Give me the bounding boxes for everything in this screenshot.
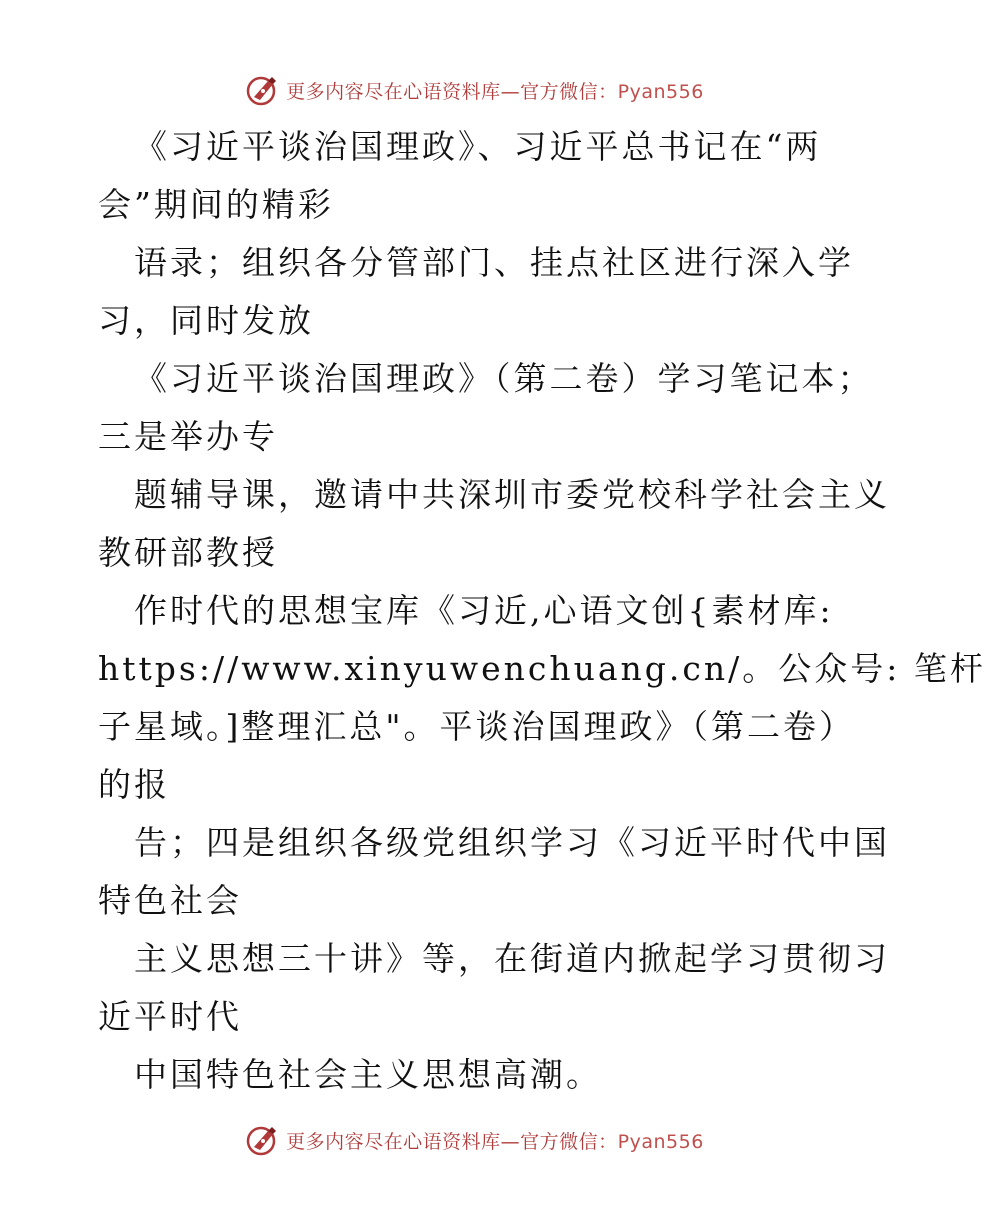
text-line: 题辅导课，邀请中共深圳市委党校科学社会主义 <box>134 475 890 514</box>
text-line: 作时代的思想宝库《习近,心语文创{素材库: <box>134 591 834 630</box>
header-banner <box>0 70 950 110</box>
text-line: 《习近平谈治国理政》、习近平总书记在“两 <box>134 127 822 166</box>
footer-wechat-id: Pyan556 <box>617 1130 704 1153</box>
text-line: 中国特色社会主义思想高潮。 <box>134 1055 602 1094</box>
header-banner-text: 更多内容尽在心语资料库—官方微信： <box>286 80 618 103</box>
pen-nib-logo-icon <box>246 73 280 107</box>
pen-nib-logo-icon <box>246 1123 280 1157</box>
text-line: 三是举办专 <box>98 417 278 456</box>
text-line: 教研部教授 <box>98 533 278 572</box>
document-body <box>98 118 986 1104</box>
text-line: 语录；组织各分管部门、挂点社区进行深入学 <box>134 243 854 282</box>
text-line: 告；四是组织各级党组织学习《习近平时代中国 <box>134 823 890 862</box>
footer-banner-text: 更多内容尽在心语资料库—官方微信： <box>286 1130 618 1153</box>
footer-banner <box>0 1120 950 1160</box>
text-line: 的报 <box>98 765 170 804</box>
text-line: 会”期间的精彩 <box>98 185 334 224</box>
text-line: 子星域。]整理汇总"。平谈治国理政》（第二卷） <box>98 707 856 746</box>
header-wechat-id: Pyan556 <box>617 80 704 103</box>
text-line: 主义思想三十讲》等，在街道内掀起学习贯彻习 <box>134 939 890 978</box>
url-text-line: https://www.xinyuwenchuang.cn/。公众号: 笔杆 <box>98 649 986 688</box>
text-line: 近平时代 <box>98 997 242 1036</box>
text-line: 特色社会 <box>98 881 242 920</box>
text-line: 《习近平谈治国理政》（第二卷）学习笔记本； <box>134 359 874 398</box>
text-line: 习，同时发放 <box>98 301 314 340</box>
